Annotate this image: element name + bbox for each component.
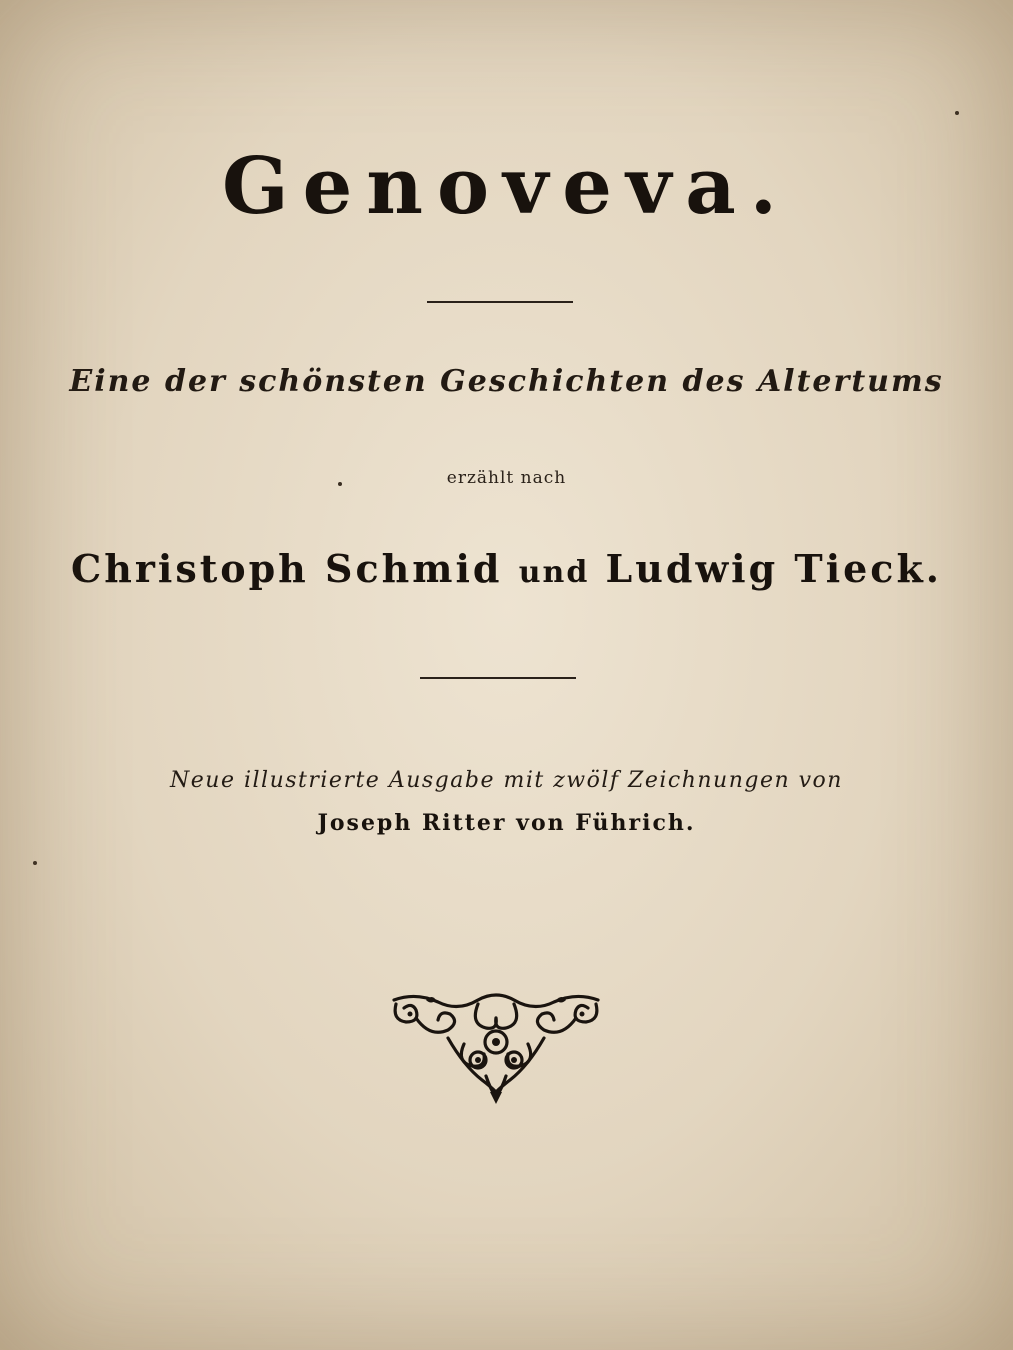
author-first: Christoph Schmid (70, 546, 503, 591)
divider-rule-bottom (420, 677, 576, 679)
paper-speck (338, 482, 342, 486)
authors-conjunction: und (518, 555, 590, 590)
paper-speck (955, 111, 959, 115)
paper-speck (33, 861, 37, 865)
divider-rule-top (427, 301, 573, 303)
edition-note: Neue illustrierte Ausgabe mit zwölf Zeichnungen von (170, 768, 843, 793)
book-title: Genoveva. (222, 141, 791, 232)
authors-line (0, 546, 1013, 591)
narrated-by-line: erzählt nach (446, 468, 567, 488)
author-second: Ludwig Tieck. (605, 546, 942, 591)
book-subtitle: Eine der schönsten Geschichten des Altertums (69, 364, 944, 399)
illustrator-name: Joseph Ritter von Führich. (317, 810, 696, 836)
ornament-icon (386, 988, 606, 1106)
